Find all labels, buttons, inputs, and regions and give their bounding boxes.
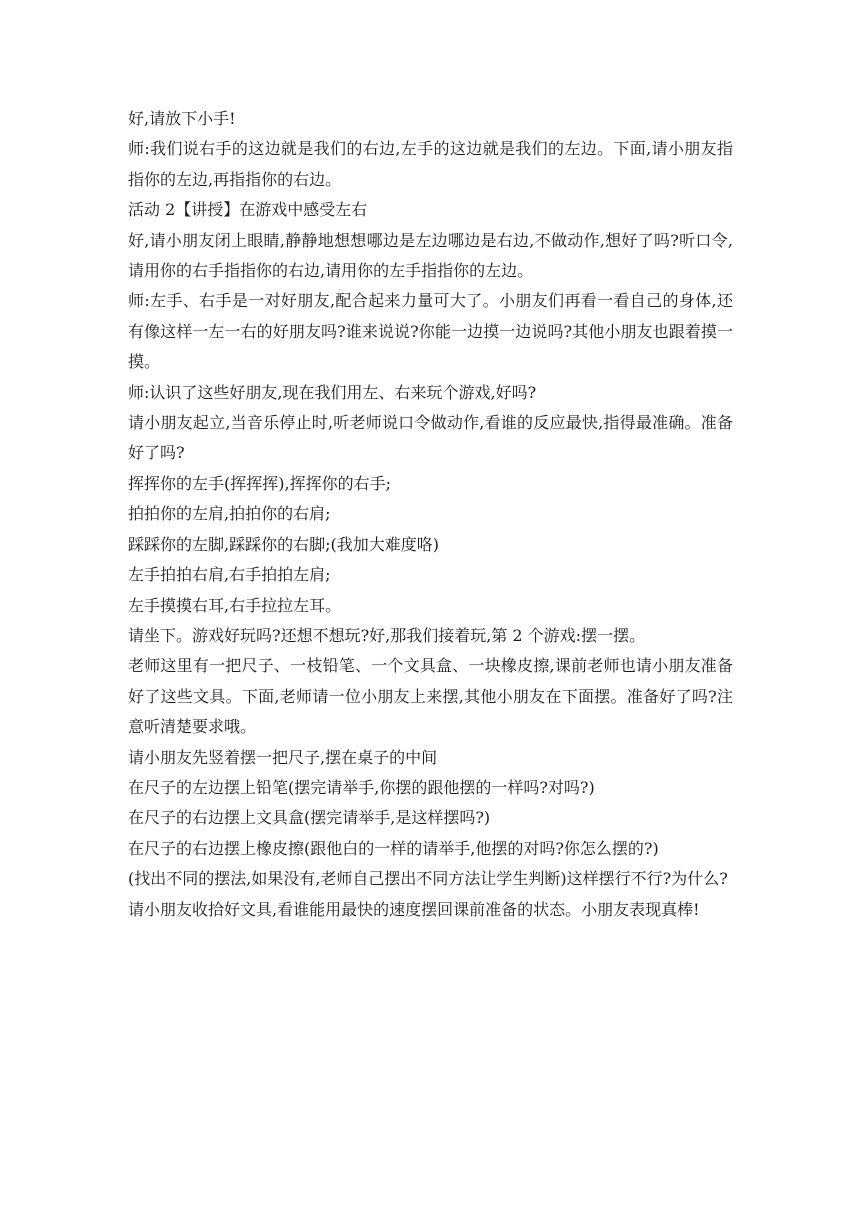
paragraph-play-game: 师:认识了这些好朋友,现在我们用左、右来玩个游戏,好吗?: [128, 382, 537, 402]
paragraph-good-friends: 师:左手、右手是一对好朋友,配合起来力量可大了。小朋友们再看一看自己的身体,还有像这样一左一右的好朋友吗?谁来说说?你能一边摸一边说吗?其他小朋友也跟着摸一摸。: [128, 291, 733, 372]
paragraph-stationery: 老师这里有一把尺子、一枝铅笔、一个文具盒、一块橡皮擦,课前老师也请小朋友准备好了这些文具。下面,老师请一位小朋友上来摆,其他小朋友在下面摆。准备好了吗?注意听清楚要求哦。: [128, 656, 733, 737]
paragraph-touch-ears: 左手摸摸右耳,右手拉拉左耳。: [128, 595, 342, 615]
paragraph-place-eraser: 在尺子的右边摆上橡皮擦(跟他白的一样的请举手,他摆的对吗?你怎么摆的?): [128, 838, 659, 858]
paragraph-pat-shoulders: 拍拍你的左肩,拍拍你的右肩;: [128, 504, 331, 524]
paragraph-different-ways: (找出不同的摆法,如果没有,老师自己摆出不同方法让学生判断)这样摆行不行?为什么?: [128, 869, 728, 889]
paragraph-wave-hands: 挥挥你的左手(挥挥挥),挥挥你的右手;: [128, 473, 391, 493]
paragraph-activity-2-heading: 活动 2【讲授】在游戏中感受左右: [128, 200, 368, 220]
paragraph-place-pencil-case: 在尺子的右边摆上文具盒(摆完请举手,是这样摆吗?): [128, 808, 491, 828]
paragraph-stomp-feet: 踩踩你的左脚,踩踩你的右脚;(我加大难度咯): [128, 534, 439, 554]
paragraph-tidy-up: 请小朋友收拾好文具,看谁能用最快的速度摆回课前准备的状态。小朋友表现真棒!: [128, 899, 700, 919]
paragraph-sit-down: 请坐下。游戏好玩吗?还想不想玩?好,那我们接着玩,第 2 个游戏:摆一摆。: [128, 625, 646, 645]
paragraph-stand-up: 请小朋友起立,当音乐停止时,听老师说口令做动作,看谁的反应最快,指得最准确。准备好了吗?: [128, 413, 733, 463]
paragraph-left-right-intro: 师:我们说右手的这边就是我们的右边,左手的这边就是我们的左边。下面,请小朋友指指你的左边,再指指你的右边。: [128, 139, 733, 189]
paragraph-place-pencil: 在尺子的左边摆上铅笔(摆完请举手,你摆的跟他摆的一样吗?对吗?): [128, 777, 595, 797]
paragraph-put-hands-down: 好,请放下小手!: [128, 109, 236, 128]
document-body: [128, 104, 733, 925]
paragraph-close-eyes: 好,请小朋友闭上眼睛,静静地想想哪边是左边哪边是右边,不做动作,想好了吗?听口令,请用你的右手指指你的右边,请用你的左手指指你的左边。: [128, 230, 733, 281]
paragraph-place-ruler: 请小朋友先竖着摆一把尺子,摆在桌子的中间: [128, 747, 438, 767]
paragraph-cross-pat: 左手拍拍右肩,右手拍拍左肩;: [128, 565, 331, 585]
